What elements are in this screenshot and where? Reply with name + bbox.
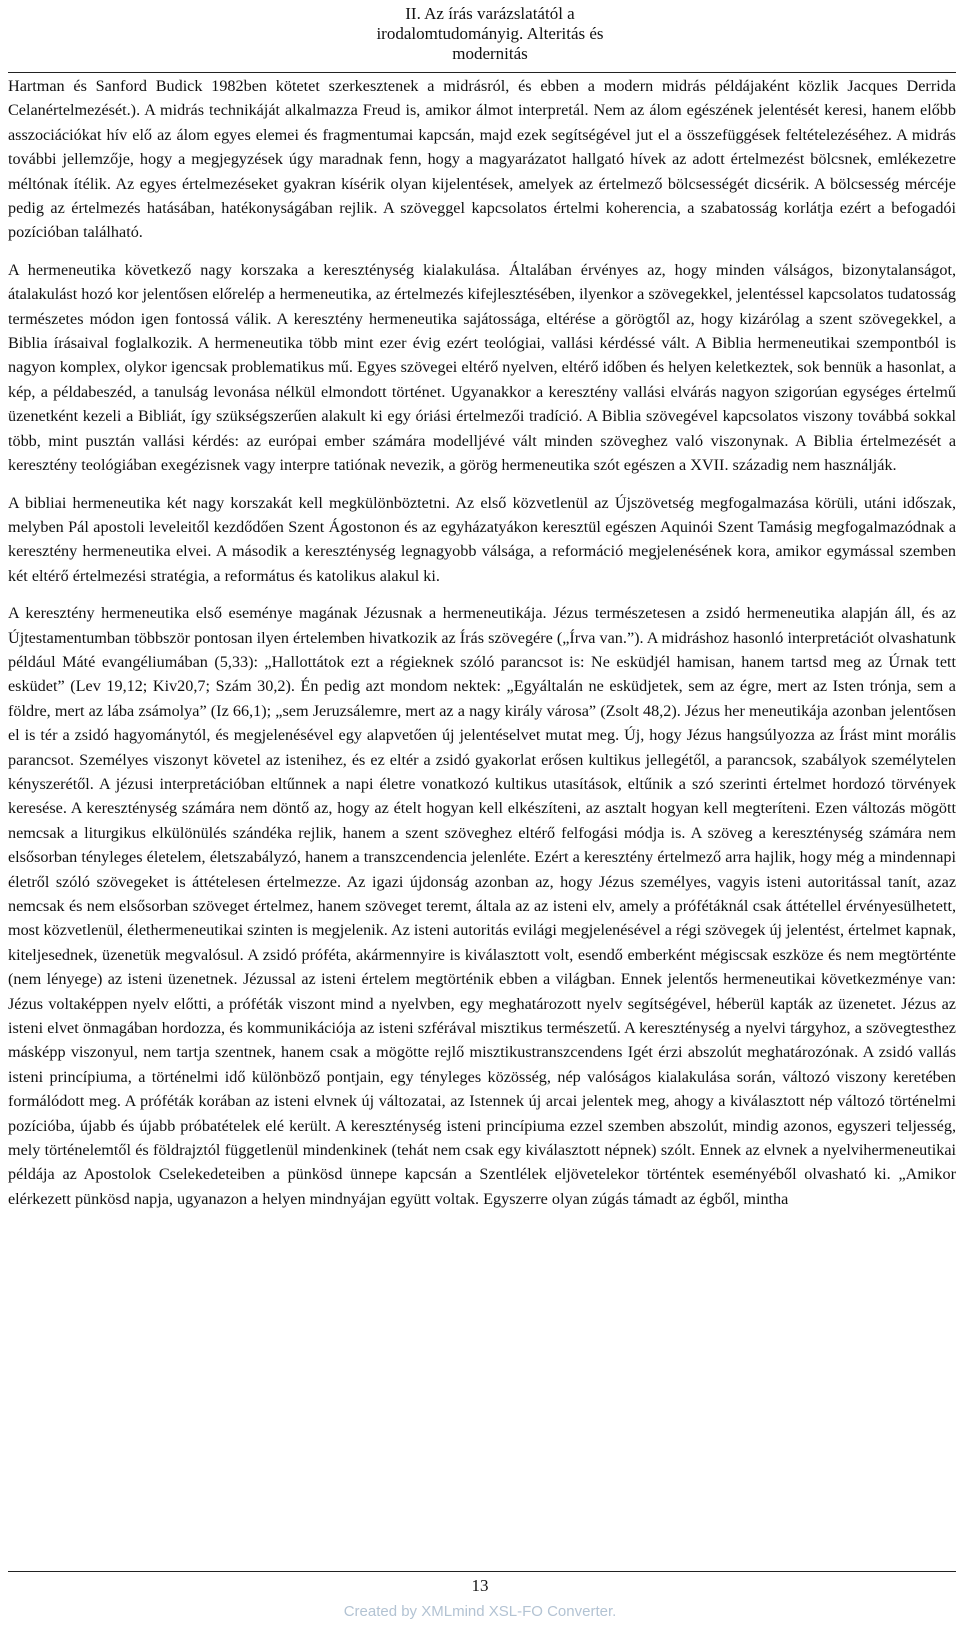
body-text (8, 74, 956, 1224)
header-line: irodalomtudományig. Alteritás és (376, 24, 604, 43)
header-divider (8, 72, 956, 73)
paragraph: A hermeneutika következő nagy korszaka a kereszténység kialakulása. Általában érvényes az, hogy minden válságos, bizonytalanságot, átalakulást hozó kor jelentősen előrelép a hermeneutika, az értelmezés kifejlesztésében, ilyenkor a szövegekkel, jelentéssel kapcsolatos tudatosság természetes módon igen fontossá válik. A keresztény hermeneutika sajátossága, eltérése a görögtől az, hogy kizárólag a szent szövegekkel, a Biblia írásaival foglalkozik. A hermeneutika több mint ezer évig ezért teológiai, vallási kérdéssé vált. A Biblia hermeneutikai szempontból is nagyon komplex, olykor igencsak problematikus mű. Egyes szövegei eltérő nyelven, eltérő időben és helyen keletkeztek, sok bennük a hasonlat, a kép, a példabeszéd, a tanulság levonása nélkül elmondott történet. Ugyanakkor a keresztény vallási elvárás nagyon szigorúan egységes értelmű üzenetként kezeli a Bibliát, így szükségszerűen alakult ki egy óriási értelmezői tradíció. A Biblia szövegével kapcsolatos viszony továbbá sokkal több, mint pusztán vallási kérdés: az európai ember számára modelljévé vált minden szöveghez való viszonynak. A Biblia értelmezését a keresztény teológiában exegézisnek vagy interpre tatiónak nevezik, a görög hermeneutika szót egészen a XVII. századig nem használják. (8, 260, 956, 475)
footer-divider (8, 1571, 956, 1572)
header-line: modernitás (452, 44, 528, 63)
paragraph: A keresztény hermeneutika első eseménye magának Jézusnak a hermeneutikája. Jézus természetesen a zsidó hermeneutika alapján áll, és az Újtestamentumban többször pontosan ilyen értelemben hivatkozik az Írás szövegére („Írva van.”). A midráshoz hasonló interpretációt olvashatunk például Máté evangéliumában (5,33): „Hallottátok ezt a régieknek szóló parancsot is: Ne esküdjél hamisan, hanem tartsd meg az Úrnak tett esküdet” (Lev 19,12; Kiv20,7; Szám 30,2). Én pedig azt mondom nektek: „Egyáltalán ne esküdjetek, sem az égre, mert az Isten trónja, sem a földre, mert az lába zsámolya” (Iz 66,1); „sem Jeruzsálemre, mert az a nagy király városa” (Zsolt 48,2). Jézus her meneutikája azonban jelentősen el is tér a zsidó hagyománytól, és megjelenésével egy alapvetően új jelentéselvet mutat meg. Új, hogy Jézus hangsúlyozza az Írást mint morális parancsot. Személyes viszonyt követel az istenihez, és ez eltér a zsidó gyakorlat erősen kultikus jellegétől, a parancsok, szabályok személytelen kényszerétől. A jézusi interpretációban eltűnnek a napi életre vonatkozó kultikus utasítások, eltűnik a szó szerinti értelmet hordozó törvények keresése. A kereszténység számára nem döntő az, hogy az ételt hogyan kell elkészíteni, az asztalt hogyan kell megteríteni. Ezen változás mögött nemcsak a liturgikus elkülönülés szándéka rejlik, hanem a szent szöveghez eltérő felfogási módja is. A szöveg a kereszténység számára nem elsősorban tényleges életelem, életszabályzó, hanem a transzcendencia jelenléte. Ezért a keresztény értelmező arra hajlik, hogy még a mindennapi életről szóló szövegeket is áttételesen értelmezze. Az igazi újdonság azonban az, hogy Jézus személyes, vagyis isteni autoritással tanít, azaz nemcsak és nem elsősorban szöveget értelmez, hanem szöveget teremt, általa az az isteni elv, amely a prófétáknál csak áttétellel érvényesülhetett, most közvetlenül, élethermeneutikai szinten is megjelenik. Az isteni autoritás evilági megjelenésével a régi szövegek új jelentést, értelmet kapnak, kiteljesednek, üzenetük megvalósul. A zsidó próféta, akármennyire is kiválasztott volt, esendő emberként mégiscsak eszköze és nem megtörténte (nem lényege) az isteni üzenetnek. Jézussal az isteni értelem megtörténik ebben a világban. Ennek jelentős hermeneutikai következménye van: Jézus voltaképpen nyelv előtti, a próféták viszont mind a nyelvben, egy meghatározott nyelv segítségével, héberül kapták az üzenetet. Jézus az isteni elvet önmagában hordozza, és kommunikációja az isteni szférával misztikus természetű. A kereszténység a nyelvi tárgyhoz, a szövegtesthez másképp viszonyul, nem tartja szentnek, hanem csak a mögötte rejlő misztikustranszcendens Igét érzi abszolút meghatározónak. A zsidó vallás isteni princípiuma, a történelmi idő különböző pontjain, egy tényleges közösség, nép valóságos kialakulása során, változó viszony keretében formálódott meg. A próféták korában az isteni elvnek új változatai, az Istennek új arcai jelentek meg, ahogy a kiválasztott nép változó történelmi pozícióba, újabb és újabb próbatételek elé került. A kereszténység isteni princípiuma ezzel szemben abszolút, mindig azonos, egyszeri teljesség, mely történelemtől és földrajztól függetlenül mindenkinek (tehát nem csak egy kiválasztott népnek) szólt. Ennek az elvnek a nyelvihermeneutikai példája az Apostolok Cselekedeteiben a pünkösd ünnepe kapcsán a Szentlélek eljövetelekor történtek eseményéből olvasható ki. „Amikor elérkezett pünkösd napja, ugyanazon a helyen mindnyájan együtt voltak. Egyszerre olyan zúgás támadt az égből, mintha (8, 604, 957, 1208)
page-number: 13 (471, 1576, 489, 1595)
converter-watermark: Created by XMLmind XSL-FO Converter. (343, 1603, 617, 1620)
paragraph: A bibliai hermeneutika két nagy korszakát kell megkülönböztetni. Az első közvetlenül az Újszövetség megfogalmazása körüli, utáni időszak, melyben Pál apostoli leveleitől kezdődően Szent Ágostonon és az egyházatyákon keresztül egészen Aquinói Szent Tamásig megfogalmazódnak a keresztény hermeneutika elvei. A második a kereszténység legnagyobb válsága, a reformáció megjelenésének kora, amikor egymással szemben két eltérő értelmezési stratégia, a református és katolikus alakul ki. (8, 493, 956, 585)
header-line: II. Az írás varázslatától a (405, 4, 575, 23)
running-header (340, 4, 640, 64)
paragraph: Hartman és Sanford Budick 1982ben kötetet szerkesztenek a midrásról, és ebben a modern midrás példájaként közlik Jacques Derrida Celanértelmezését.). A midrás technikáját alkalmazza Freud is, amikor álmot interpretál. Nem az álom egészének jelentését keresi, hanem előbb asszociációkat hív elő az álom egyes elemei és fragmentumai kapcsán, majd ezek segítségével jut el a összefüggések feltételezéséhez. A midrás további jellemzője, hogy a megjegyzések úgy maradnak fenn, hogy a magyarázatot hallgató hívek az adott értelmezést bölcsnek, emlékezetre méltónak ítélik. Az egyes értelmezéseket gyakran kísérik olyan kijelentések, amelyek az értelmező bölcsességét dicsérik. A bölcsesség mércéje pedig az értelmezés hatásában, hatékonyságában rejlik. A szöveggel kapcsolatos értelmi koherencia, a szabatosság korlátja ezért a befogadói pozícióban található. (8, 77, 956, 242)
